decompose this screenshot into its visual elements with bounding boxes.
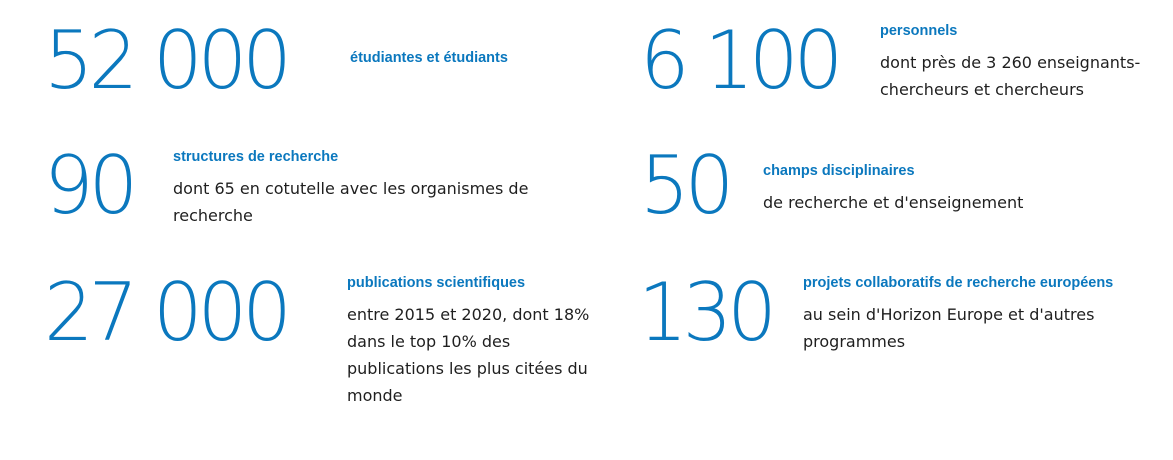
stat-text (347, 274, 609, 409)
stat-text (350, 49, 610, 67)
stat-description: de recherche et d'enseignement (763, 193, 1024, 212)
stat-description: au sein d'Horizon Europe et d'autres programmes (803, 305, 1095, 351)
stat-description: dont près de 3 260 enseignants-chercheurs et chercheurs (880, 53, 1141, 99)
stat-text (803, 274, 1163, 355)
stat-title: structures de recherche (173, 149, 339, 165)
stat-number: 50 (640, 139, 730, 233)
stat-number: 27 000 (44, 266, 287, 360)
stat-text (173, 148, 578, 229)
stat-description: dont 65 en cotutelle avec les organismes de recherche (173, 179, 529, 225)
stat-text (763, 162, 1083, 216)
stat-number: 130 (638, 266, 772, 360)
stat-number: 90 (44, 139, 134, 233)
stat-text (880, 22, 1170, 103)
stat-title: publications scientifiques (347, 275, 526, 291)
stat-number: 52 000 (44, 14, 287, 108)
stat-title: projets collaboratifs de recherche européens (803, 275, 1114, 291)
stat-title: champs disciplinaires (763, 163, 915, 179)
stat-description: entre 2015 et 2020, dont 18% dans le top 10% des publications les plus citées du monde (347, 305, 590, 405)
stat-title: étudiantes et étudiants (350, 50, 508, 66)
stat-title: personnels (880, 23, 958, 39)
stat-number: 6 100 (640, 14, 839, 108)
